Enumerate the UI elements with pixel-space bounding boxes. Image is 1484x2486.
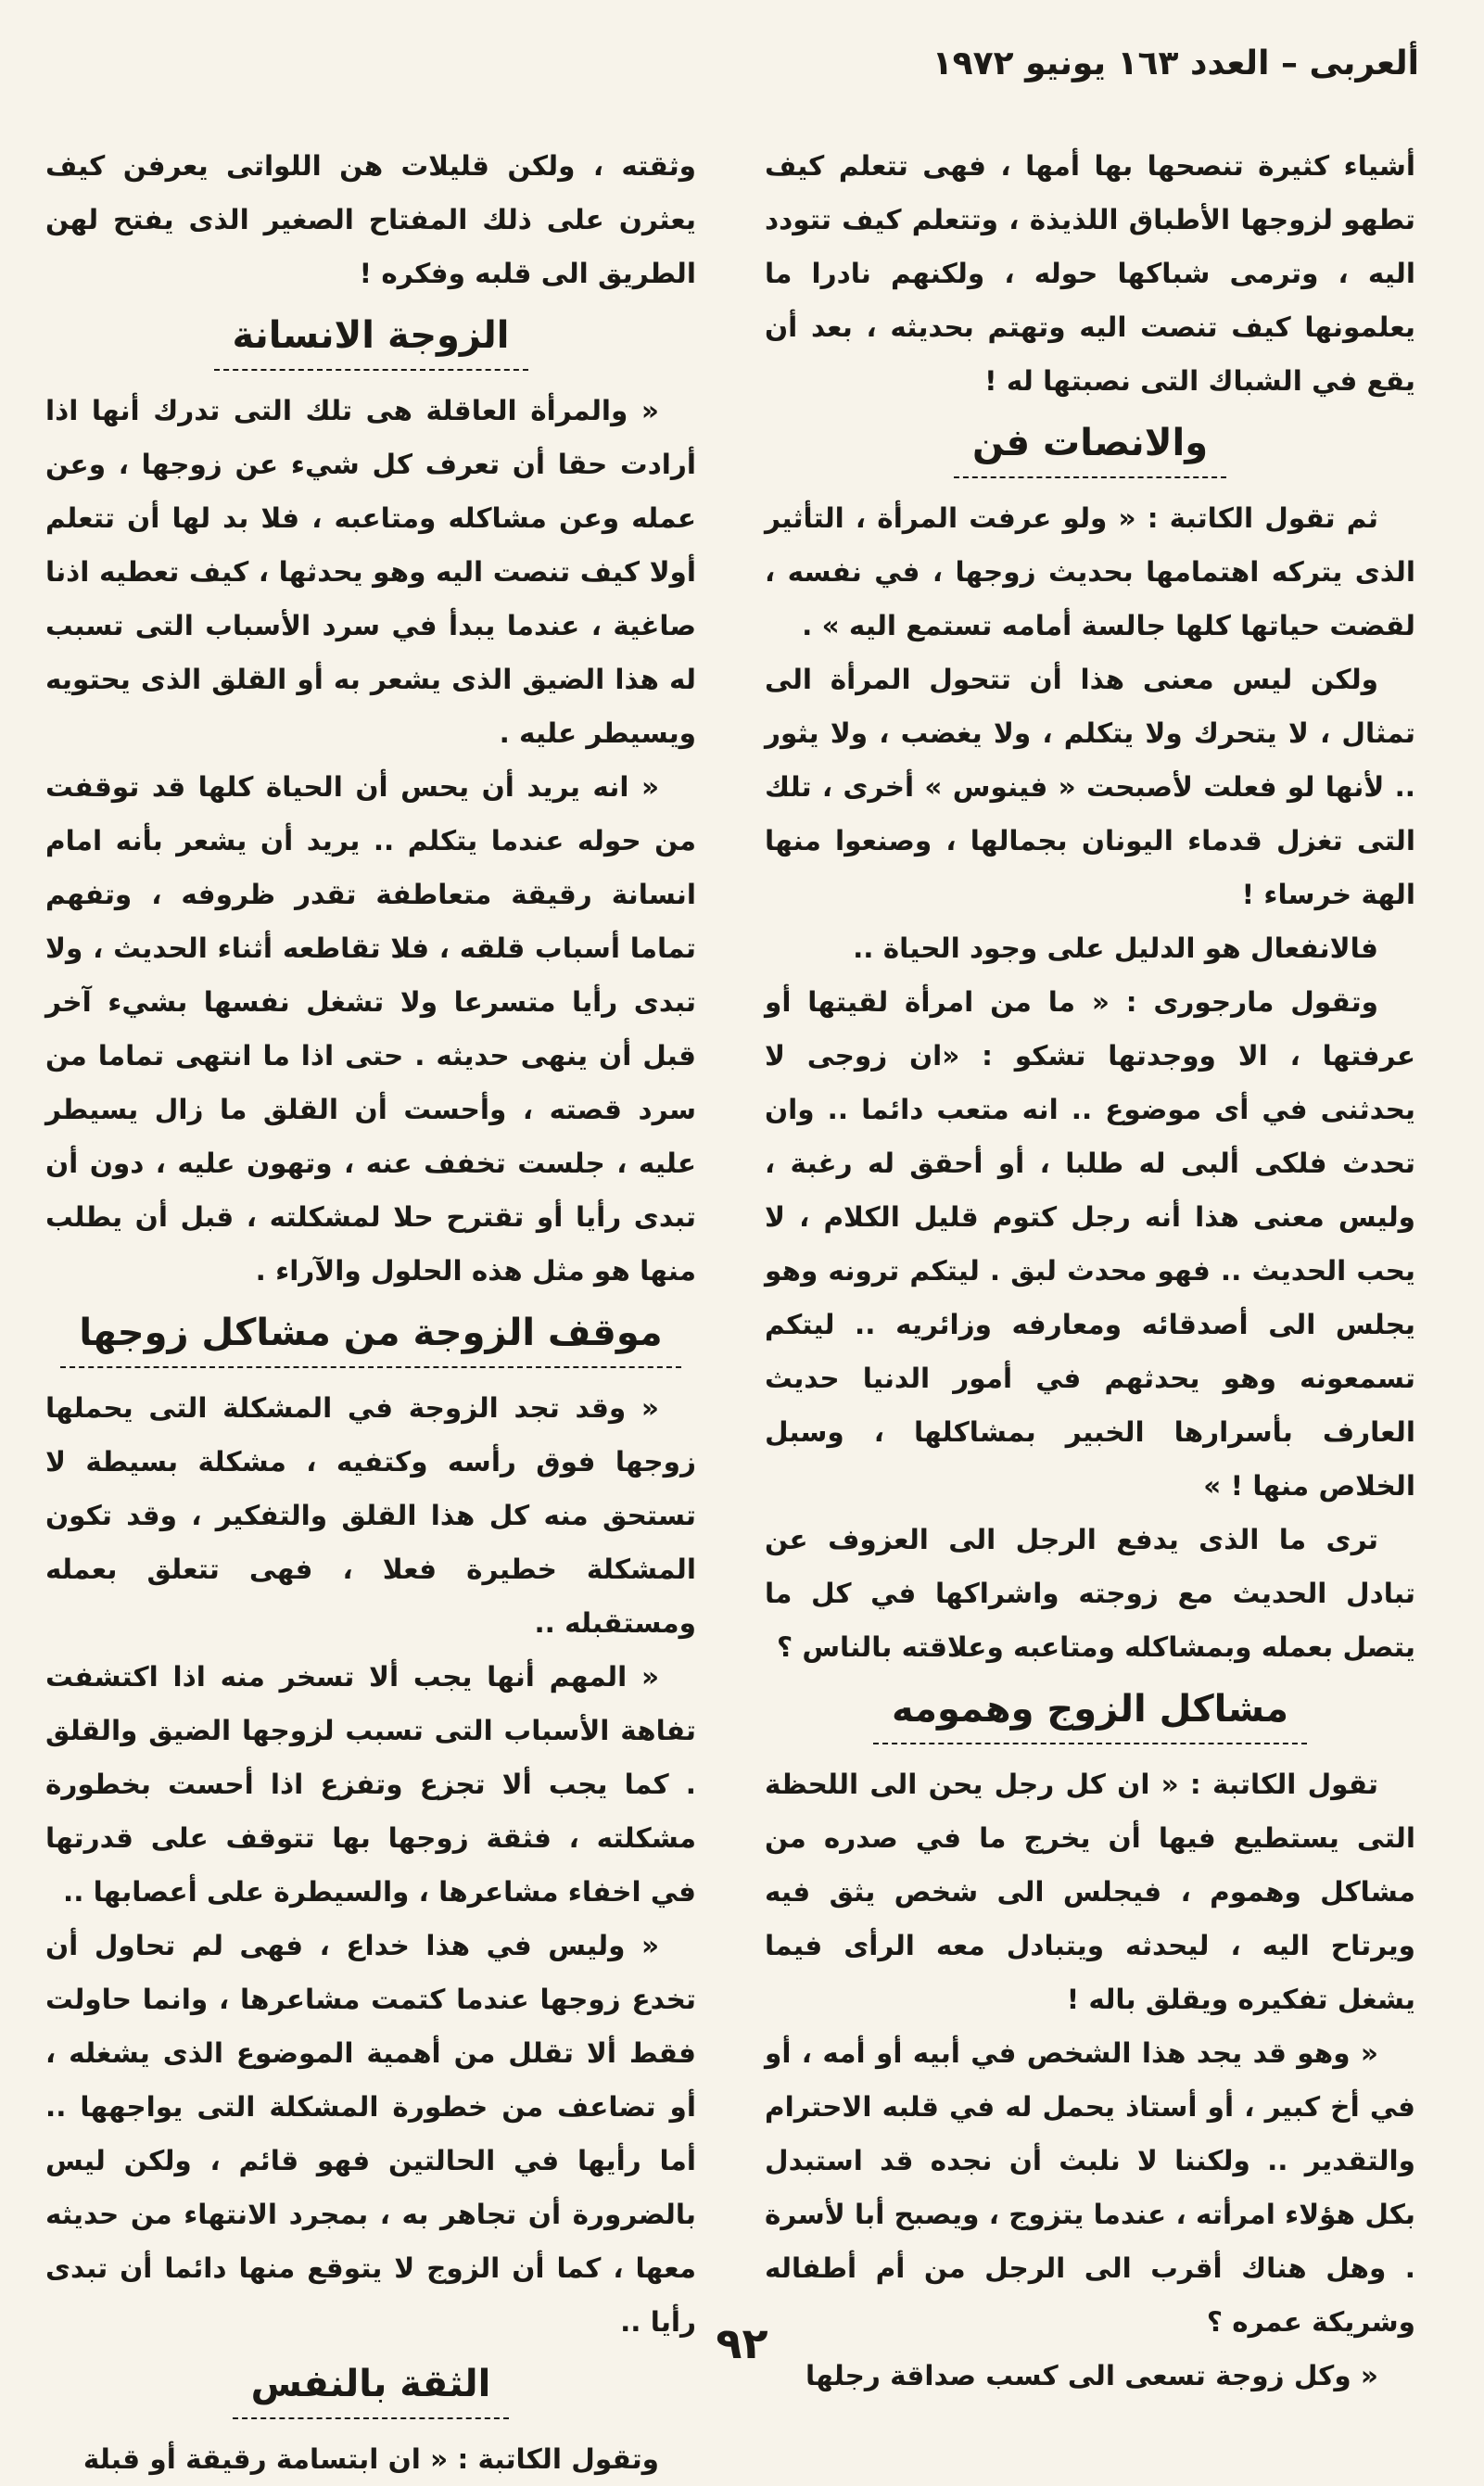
left-column	[45, 139, 696, 2475]
paragraph: « والمرأة العاقلة هى تلك التى تدرك أنها اذا أرادت حقا أن تعرف كل شيء عن زوجها ، وعن عمله وعن مشاكله ومتاعبه ، فلا بد لها أن تتعلم أولا كيف تنصت اليه وهو يحدثها ، كيف تعطيه اذنا صاغية ، عندما يبدأ في سرد الأسباب التى تسبب له هذا الضيق الذى يشعر به أو القلق الذى يحتويه ويسيطر عليه .	[45, 395, 696, 749]
paragraph: تقول الكاتبة : « ان كل رجل يحن الى اللحظة التى يستطيع فيها أن يخرج ما في صدره من مشاكل وهموم ، فيجلس الى شخص يثق فيه ويرتاح اليه ، ليحدثه ويتبادل معه الرأى فيما يشغل تفكيره ويقلق باله !	[765, 1769, 1415, 2015]
paragraph: ثم تقول الكاتبة : « ولو عرفت المرأة ، التأثير الذى يتركه اهتمامها بحديث زوجها ، في نفسه ، لقضت حياتها كلها جالسة أمامه تستمع اليه » .	[765, 502, 1415, 641]
paragraph: « وقد تجد الزوجة في المشكلة التى يحملها زوجها فوق رأسه وكتفيه ، مشكلة بسيطة لا تستحق منه كل هذا القلق والتفكير ، وقد تكون المشكلة خطيرة فعلا ، فهى تتعلق بعمله ومستقبله ..	[45, 1392, 696, 1639]
section-heading: الزوجة الانسانة	[214, 306, 528, 371]
paragraph: فالانفعال هو الدليل على وجود الحياة ..	[853, 932, 1378, 964]
section-heading: مشاكل الزوج وهمومه	[873, 1680, 1307, 1744]
paragraph: « انه يريد أن يحس أن الحياة كلها قد توقفت من حوله عندما يتكلم .. يريد أن يشعر بأنه امام انسانة رقيقة متعاطفة تقدر ظروفه ، وتفهم تماما أسباب قلقه ، فلا تقاطعه أثناء الحديث ، ولا تبدى رأيا متسرعا ولا تشغل نفسها بشيء آخر قبل أن ينهى حديثه . حتى اذا ما انتهى تماما من سرد قصته ، وأحست أن القلق ما زال يسيطر عليه ، جلست تخفف عنه ، وتهون عليه ، دون أن تبدى رأيا أو تقترح حلا لمشكلته ، قبل أن يطلب منها هو مثل هذه الحلول والآراء .	[45, 771, 696, 1287]
paragraph: « وليس في هذا خداع ، فهى لم تحاول أن تخدع زوجها عندما كتمت مشاعرها ، وانما حاولت فقط ألا تقلل من أهمية الموضوع الذى يشغله ، أو تضاعف من خطورة المشكلة التى يواجهها .. أما رأيها في الحالتين فهو قائم ، ولكن ليس بالضرورة أن تجاهر به ، بمجرد الانتهاء من حديثه معها ، كما أن الزوج لا يتوقع منها دائما أن تبدى رأيا ..	[45, 1930, 696, 2338]
paragraph: وثقته ، ولكن قليلات هن اللواتى يعرفن كيف يعثرن على ذلك المفتاح الصغير الذى يفتح لهن الطريق الى قلبه وفكره !	[45, 150, 696, 289]
paragraph: ترى ما الذى يدفع الرجل الى العزوف عن تبادل الحديث مع زوجته واشراكها في كل ما يتصل بعمله وبمشاكله ومتاعبه وعلاقته بالناس ؟	[765, 1524, 1415, 1663]
paragraph: وتقول الكاتبة : « ان ابتسامة رقيقة أو قبلة	[82, 2443, 659, 2475]
right-column	[765, 139, 1415, 2391]
page-number: ٩٢	[716, 2318, 768, 2368]
paragraph: « المهم أنها يجب ألا تسخر منه اذا اكتشفت تفاهة الأسباب التى تسبب لزوجها الضيق والقلق . كما يجب ألا تجزع وتفزع اذا أحست بخطورة مشكلته ، فثقة زوجها بها تتوقف على قدرتها في اخفاء مشاعرها ، والسيطرة على أعصابها ..	[45, 1661, 696, 1908]
paragraph: « وهو قد يجد هذا الشخص في أبيه أو أمه ، أو في أخ كبير ، أو أستاذ يحمل له في قلبه الاحترام والتقدير .. ولكننا لا نلبث أن نجده قد استبدل بكل هؤلاء امرأته ، عندما يتزوج ، ويصبح أبا لأسرة . وهل هناك أقرب الى الرجل من أم أطفاله وشريكة عمره ؟	[765, 2037, 1415, 2338]
section-heading: موقف الزوجة من مشاكل زوجها	[60, 1303, 680, 1368]
running-head: ألعربى – العدد ١٦٣ يونيو ١٩٧٢	[932, 44, 1419, 82]
paragraph: « وكل زوجة تسعى الى كسب صداقة رجلها	[805, 2360, 1378, 2391]
section-heading: والانصات فن	[954, 413, 1226, 478]
section-heading: الثقة بالنفس	[233, 2354, 510, 2419]
paragraph: وتقول مارجورى : « ما من امرأة لقيتها أو عرفتها ، الا ووجدتها تشكو : «ان زوجى لا يحدثنى في أى موضوع .. انه متعب دائما .. وان تحدث فلكى ألبى له طلبا ، أو أحقق له رغبة ، وليس معنى هذا أنه رجل كتوم قليل الكلام ، لا يحب الحديث .. فهو محدث لبق . ليتكم ترونه وهو يجلس الى أصدقائه ومعارفه وزائريه .. ليتكم تسمعونه وهو يحدثهم في أمور الدنيا حديث العارف بأسرارها الخبير بمشاكلها ، وسبل الخلاص منها ! »	[765, 986, 1415, 1502]
paragraph: أشياء كثيرة تنصحها بها أمها ، فهى تتعلم كيف تطهو لزوجها الأطباق اللذيذة ، وتتعلم كيف تتودد اليه ، وترمى شباكها حوله ، ولكنهم نادرا ما يعلمونها كيف تنصت اليه وتهتم بحديثه ، بعد أن يقع في الشباك التى نصبتها له !	[765, 150, 1415, 397]
paragraph: ولكن ليس معنى هذا أن تتحول المرأة الى تمثال ، لا يتحرك ولا يتكلم ، ولا يغضب ، ولا يثور .. لأنها لو فعلت لأصبحت « فينوس » أخرى ، تلك التى تغزل قدماء اليونان بجمالها ، وصنعوا منها الهة خرساء !	[765, 664, 1415, 910]
